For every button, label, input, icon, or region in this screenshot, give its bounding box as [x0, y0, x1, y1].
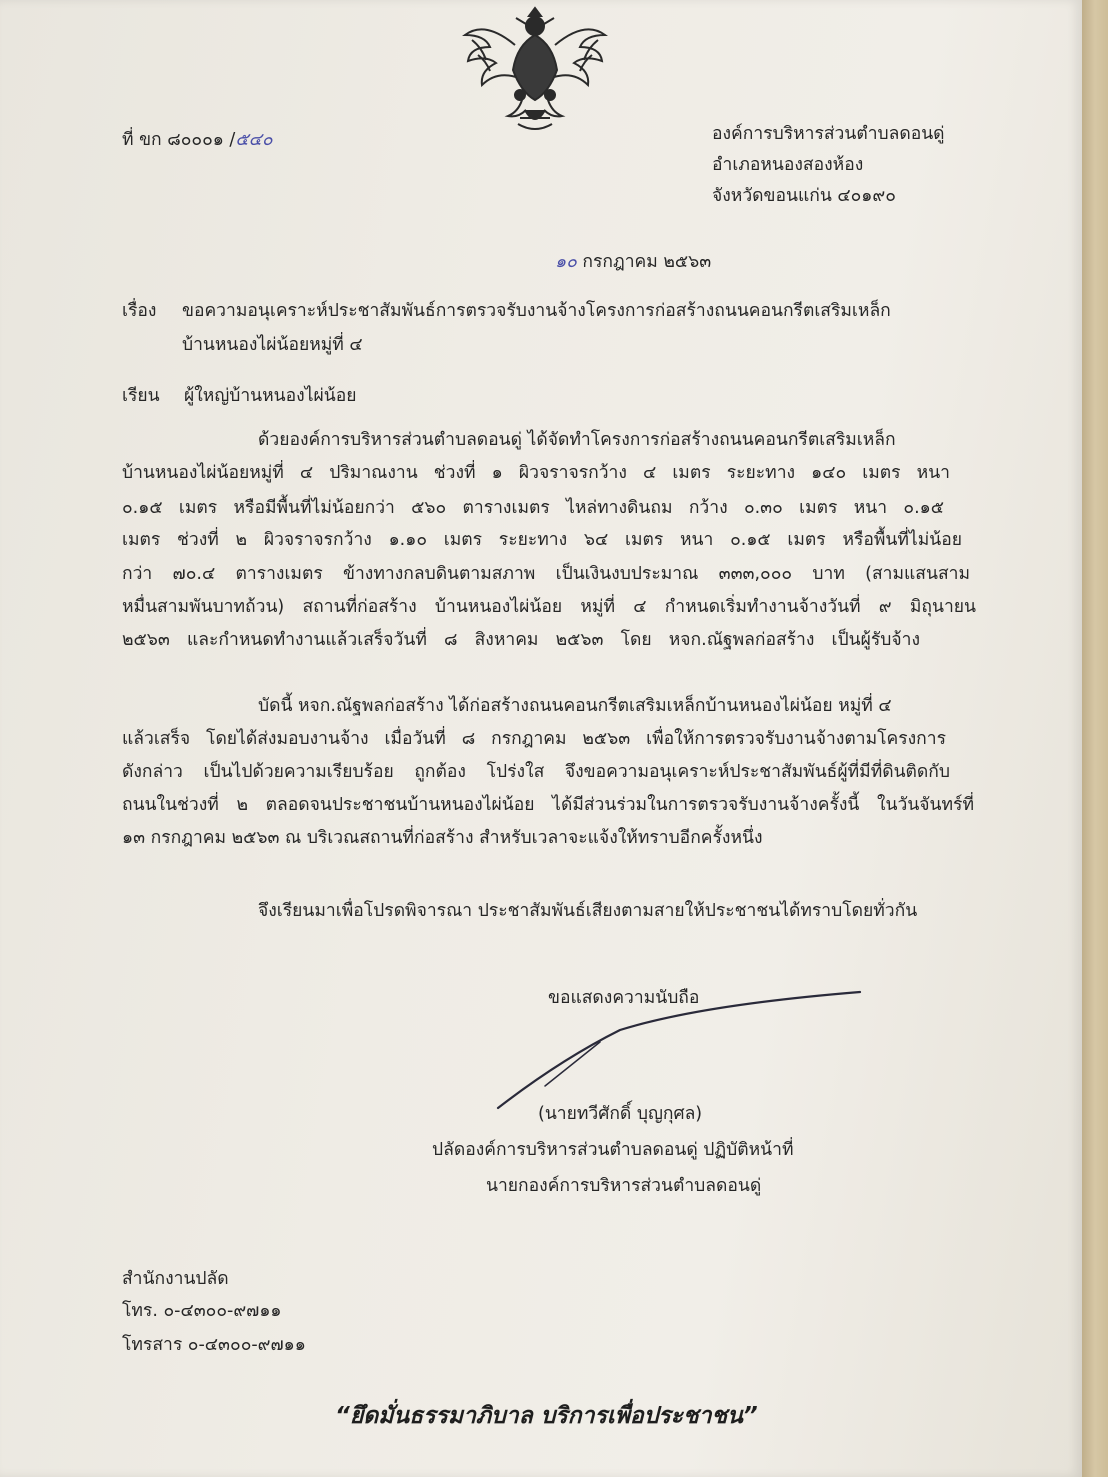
- subject-line-2: บ้านหนองไผ่น้อยหมู่ที่ ๔: [182, 335, 363, 355]
- subject-label: เรื่อง: [122, 301, 157, 321]
- closing-phrase: ขอแสดงความนับถือ: [548, 988, 700, 1008]
- para1-line-2: บ้านหนองไผ่น้อยหมู่ที่ ๔ ปริมาณงาน ช่วงที่ ๑ ผิวจราจรกว้าง ๔ เมตร ระยะทาง ๑๔๐ เมตร หนา: [122, 463, 950, 483]
- letter-date: [555, 254, 711, 272]
- signer-title-1: ปลัดองค์การบริหารส่วนตำบลดอนดู่ ปฏิบัติหน้าที่: [432, 1140, 794, 1160]
- signer-name: (นายทวีศักดิ์ บุญกุศล): [538, 1104, 703, 1124]
- para1-line-7: ๒๕๖๓ และกำหนดทำงานแล้วเสร็จวันที่ ๘ สิงหาคม ๒๕๖๓ โดย หจก.ณัฐพลก่อสร้าง เป็นผู้รับจ้าง: [122, 630, 920, 650]
- para1-line-5: กว่า ๗๐.๔ ตารางเมตร ข้างทางกลบดินตามสภาพ เป็นเงินงบประมาณ ๓๓๓,๐๐๐ บาท (สามแสนสาม: [122, 564, 970, 584]
- para2-line-2: แล้วเสร็จ โดยได้ส่งมอบงานจ้าง เมื่อวันที่ ๘ กรกฎาคม ๒๕๖๓ เพื่อให้การตรวจรับงานจ้างตามโครงการ: [122, 729, 946, 749]
- para2-line-5: ๑๓ กรกฎาคม ๒๕๖๓ ณ บริเวณสถานที่ก่อสร้าง สำหรับเวลาจะแจ้งให้ทราบอีกครั้งหนึ่ง: [122, 828, 763, 848]
- to-label: เรียน: [122, 386, 160, 406]
- para2-line-4: ถนนในช่วงที่ ๒ ตลอดจนประชาชนบ้านหนองไผ่น้อย ได้มีส่วนร่วมในการตรวจรับงานจ้างครั้งนี้ ในวันจันทร์ที่: [122, 795, 974, 815]
- reference-prefix: ที่ ขก ๘๐๐๐๑ /: [122, 130, 236, 150]
- page-edge: [1082, 0, 1108, 1477]
- para2-line-3: ดังกล่าว เป็นไปด้วยความเรียบร้อย ถูกต้อง โปร่งใส จึงขอความอนุเคราะห์ประชาสัมพันธ์ผู้ที่มีที่ดินติดกับ: [122, 762, 950, 782]
- para1-line-1: ด้วยองค์การบริหารส่วนตำบลดอนดู่ ได้จัดทำโครงการก่อสร้างถนนคอนกรีตเสริมเหล็ก: [258, 430, 896, 450]
- office-fax: โทรสาร ๐-๔๓๐๐-๙๗๑๑: [122, 1335, 306, 1355]
- sender-province: จังหวัดขอนแก่น ๔๐๑๙๐: [712, 186, 896, 206]
- sender-district: อำเภอหนองสองห้อง: [712, 155, 864, 175]
- motto: “ยึดมั่นธรรมาภิบาล บริการเพื่อประชาชน”: [335, 1403, 758, 1429]
- para1-line-6: หมื่นสามพันบาทถ้วน) สถานที่ก่อสร้าง บ้านหนองไผ่น้อย หมู่ที่ ๔ กำหนดเริ่มทำงานจ้างวันที่ ๙ มิถุนายน: [122, 597, 976, 617]
- office-name: สำนักงานปลัด: [122, 1269, 229, 1289]
- subject-line-1: ขอความอนุเคราะห์ประชาสัมพันธ์การตรวจรับงานจ้างโครงการก่อสร้างถนนคอนกรีตเสริมเหล็ก: [182, 301, 891, 321]
- date-month-year: กรกฎาคม ๒๕๖๓: [582, 252, 712, 272]
- para2-line-1: บัดนี้ หจก.ณัฐพลก่อสร้าง ได้ก่อสร้างถนนคอนกรีตเสริมเหล็กบ้านหนองไผ่น้อย หมู่ที่ ๔: [258, 696, 892, 716]
- to-recipient: ผู้ใหญ่บ้านหนองไผ่น้อย: [184, 386, 357, 406]
- sender-org: องค์การบริหารส่วนตำบลดอนดู่: [712, 124, 945, 144]
- signer-title-2: นายกองค์การบริหารส่วนตำบลดอนดู่: [486, 1176, 762, 1196]
- office-phone: โทร. ๐-๔๓๐๐-๙๗๑๑: [122, 1301, 282, 1321]
- closing-request: จึงเรียนมาเพื่อโปรดพิจารณา ประชาสัมพันธ์เสียงตามสายให้ประชาชนได้ทราบโดยทั่วกัน: [258, 901, 918, 921]
- reference-handwritten: ๕๔๐: [235, 130, 273, 150]
- reference-number: [122, 132, 273, 150]
- para1-line-4: เมตร ช่วงที่ ๒ ผิวจราจรกว้าง ๑.๑๐ เมตร ระยะทาง ๖๔ เมตร หนา ๐.๑๕ เมตร หรือพื้นที่ไม่น้อย: [122, 530, 962, 550]
- date-day-handwritten: ๑๐: [555, 252, 577, 272]
- para1-line-3: ๐.๑๕ เมตร หรือมีพื้นที่ไม่น้อยกว่า ๕๖๐ ตารางเมตร ไหล่ทางดินถม กว้าง ๐.๓๐ เมตร หนา ๐.๑๕: [122, 498, 944, 518]
- garuda-emblem-icon: [460, 0, 610, 140]
